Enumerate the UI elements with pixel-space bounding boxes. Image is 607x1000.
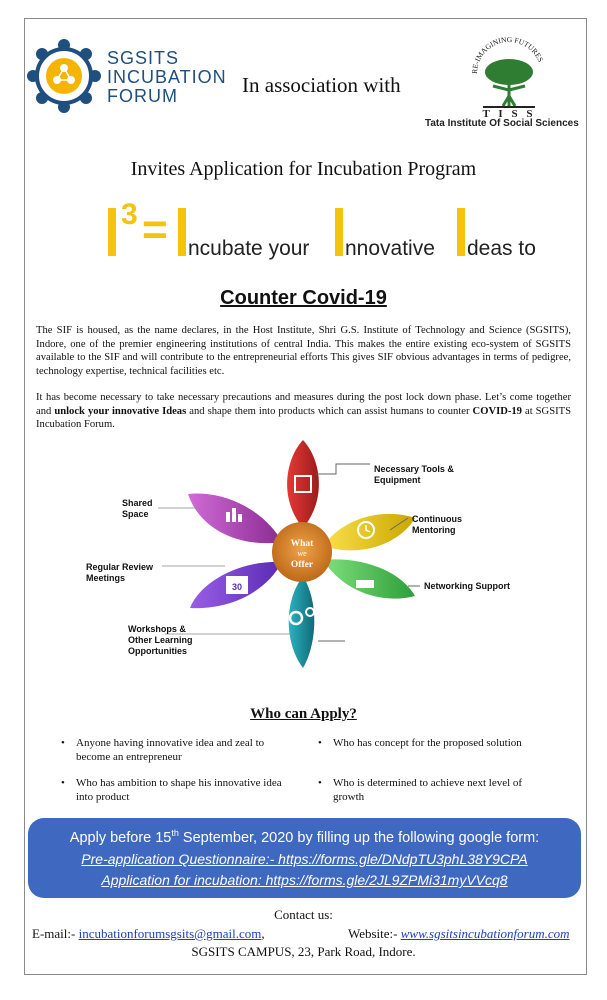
word-ideas: deas to	[467, 237, 536, 260]
subheadline: Counter Covid-19	[220, 287, 387, 309]
contact-title: Contact us:	[274, 907, 333, 922]
svg-text:30: 30	[231, 582, 243, 592]
offer-workshops-label: Workshops & Other Learning Opportunities	[128, 624, 193, 656]
big-i-glyph	[108, 208, 116, 256]
email-link[interactable]: incubationforumsgsits@gmail.com	[78, 926, 262, 941]
big-i-innovative	[335, 208, 343, 256]
offer-diagram	[40, 436, 570, 676]
word-incubate: ncubate your	[188, 237, 310, 260]
petal-tools	[287, 440, 319, 528]
headline: Invites Application for Incubation Program	[130, 158, 477, 180]
svg-text:we: we	[297, 549, 307, 558]
equals-sign: =	[142, 205, 168, 254]
sgsits-logo	[26, 38, 102, 114]
offer-tools-label: Necessary Tools & Equipment	[374, 464, 454, 485]
offer-networking-label: Networking Support	[424, 581, 510, 591]
petal-networking	[323, 559, 415, 598]
i3-formula	[0, 196, 607, 266]
tiss-full-name: Tata Institute Of Social Sciences	[425, 118, 579, 129]
email-line: E-mail:- incubationforumsgsits@gmail.com,	[32, 926, 265, 941]
association-text: In association with	[242, 73, 401, 97]
who-item: • Who has ambition to shape his innovative idea into product	[76, 776, 291, 804]
incubation-application-link[interactable]: Application for incubation: https://forms.gle/2JL9ZPMi31myVVcq8	[101, 872, 508, 888]
who-item: • Who has concept for the proposed solution	[333, 736, 548, 750]
offer-mentoring-label: Continuous Mentoring	[412, 514, 462, 535]
org-name: SGSITS INCUBATION FORUM	[107, 48, 227, 106]
apply-banner	[28, 818, 581, 898]
exponent-3: 3	[121, 198, 138, 231]
tiss-logo	[463, 26, 555, 118]
apply-deadline: Apply before 15th September, 2020 by filling up the following google form:	[69, 828, 540, 846]
offer-reviews-label: Regular Review Meetings	[86, 562, 154, 583]
big-i-ideas	[457, 208, 465, 256]
puzzle-icon	[356, 580, 374, 588]
word-innovative: nnovative	[345, 237, 435, 260]
offer-space-label: Shared Space	[122, 498, 153, 519]
svg-text:RE-IMAGINING FUTURES: RE-IMAGINING FUTURES	[469, 34, 546, 75]
address: SGSITS CAMPUS, 23, Park Road, Indore.	[191, 944, 416, 959]
website-line: Website:- www.sgsitsincubationforum.com	[348, 926, 570, 941]
bar-chart-icon	[226, 512, 230, 522]
intro-paragraph: The SIF is housed, as the name declares, in the Host Institute, Shri G.S. Institute of Technology and Science (SGSITS), Indore, one of the premier engineering institutions of central India. This makes the entire existing eco-system of SGSITS available to the SIF and will contribute to the entrepreneurial efforts This gives SIF obvious advantages in terms of pedigree, technology expertise, technical facilities etc.	[36, 325, 571, 377]
who-item: • Who is determined to achieve next level of growth	[333, 776, 548, 804]
website-link[interactable]: www.sgsitsincubationforum.com	[400, 926, 570, 941]
call-paragraph: It has become necessary to take necessary precautions and measures during the post lock down phase. Let’s come together and unlock your innovative Ideas and shape them into products which can assist humans to counter COVID-19 at SGSITS Incubation Forum.	[36, 392, 571, 430]
who-item: • Anyone having innovative idea and zeal to become an entrepreneur	[76, 736, 291, 764]
svg-text:T I S S: T I S S	[482, 108, 536, 118]
svg-text:What: What	[290, 539, 314, 549]
svg-text:Offer: Offer	[290, 560, 314, 570]
big-i-incubate	[178, 208, 186, 256]
who-can-apply-title: Who can Apply?	[250, 706, 357, 722]
pre-application-link[interactable]: Pre-application Questionnaire:- https://forms.gle/DNdpTU3phL38Y9CPA	[81, 851, 528, 867]
